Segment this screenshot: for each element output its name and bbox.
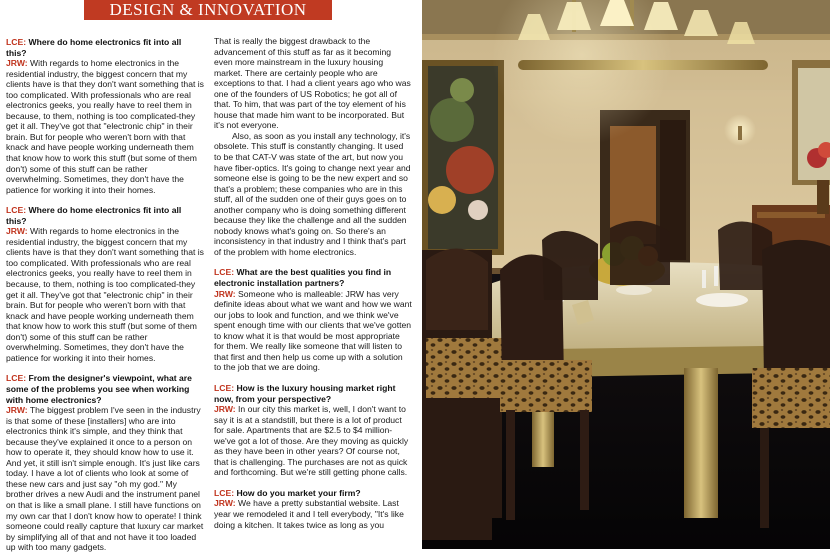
dining-room-illustration (422, 0, 830, 549)
dining-room-photo (422, 0, 830, 549)
section-banner-title: DESIGN & INNOVATION (109, 0, 307, 19)
question-text: How is the luxury housing market right now, from your perspective? (214, 382, 396, 404)
speaker-label: LCE: (6, 373, 27, 384)
speaker-label: LCE: (6, 37, 27, 47)
answer-text: We have a pretty substantial website. Last year we remodeled it and I tell everybody, "It's like doing a kitchen. It takes twice as long as you (214, 498, 404, 530)
body-paragraph: Also, as soon as you install any technology, it's obsolete. This stuff is constantly changing. It used to be that CAT-V was state of the art, but now you have fiber-optics. It's going to change next year and someone else is going to be the new expert and so that's a problem; these companies who are in this stuff, all of the sudden one of their guys goes on to another company who is doing something different because they like the challenge and all the sudden nobody knows what's going on. So there's an inconsistency in that industry and I think that's part of the problem with home electronics. (214, 130, 411, 257)
paragraph-gap (6, 363, 204, 373)
question-paragraph (214, 383, 412, 404)
answer-paragraph (214, 498, 412, 530)
answer-text: In our city this market is, well, I don't want to say it is at a standstill, but there is a lot of product for sale. Apartments that are $2.5 to $4 million-we've got a lot of those. Are they moving as quickly as they have been in other years? Of course not, that is challenging. The purchases are not as quick and forthcoming. But we're still getting phone calls. (214, 404, 409, 478)
question-paragraph (214, 267, 412, 288)
speaker-label: LCE: (214, 267, 235, 278)
speaker-label: LCE: (6, 205, 27, 216)
answer-paragraph (6, 58, 204, 195)
question-paragraph (214, 488, 412, 499)
question-text: From the designer's viewpoint, what are some of the problems you see when working with home electronics? (6, 373, 192, 405)
answer-paragraph (6, 226, 204, 363)
speaker-label: JRW: (6, 226, 28, 237)
body-paragraph: That is really the biggest drawback to the advancement of this stuff as far as it becoming even more mainstream in the luxury housing market. There are certainly people who are exceptions to that. I had a client years ago who was one of the founders of US Robotics; he got all of that. To him, that was part of the toy element of his house that made him want to be incorporated. But it's not everyone. (214, 36, 411, 131)
article-column-2 (214, 36, 412, 530)
speaker-label: JRW: (6, 58, 28, 69)
answer-text: Someone who is malleable: JRW has very definite ideas about what we want and how we want our jobs to look and function, and we think we've spent enough time with our clients that we've gotten to know what it is that would be most appropriate for them. We really like someone that will listen to that first and then help us come up with a solution to the job that we are doing. (214, 288, 412, 373)
paragraph-gap (214, 478, 412, 488)
question-paragraph (6, 205, 204, 226)
paragraph-gap (214, 257, 412, 267)
answer-text: With regards to home electronics in the residential industry, the biggest concern that my clients have is that they don't want something that is too complicated. With professionals who are real electronics geeks, you really have to reel them in because, to them, nothing is too complicated-they get it all. They've got that "electronic chip" in their brain. But for people who weren't born with that knack and have people working underneath them that know how to work this stuff (but some of them don't) some of this stuff can be rather overwhelming. Sometimes, they don't have the patience for working it into their homes. (6, 226, 204, 363)
question-paragraph (6, 37, 204, 58)
speaker-label: JRW: (214, 404, 236, 415)
question-text: How do you market your firm? (236, 487, 361, 498)
paragraph-gap (214, 373, 412, 383)
section-banner (84, 0, 332, 20)
speaker-label: LCE: (214, 382, 235, 393)
speaker-label: JRW: (6, 405, 28, 416)
speaker-label: JRW: (214, 498, 236, 509)
article-column-1 (6, 37, 204, 553)
question-paragraph (6, 373, 204, 405)
answer-text: The biggest problem I've seen in the industry is that some of these [installers] who are into electronics think it's simple, and they think that because they've explained it once to a person on how to operate it, they should know how to use it. And yet, it still isn't simple enough. It's just like cars today. I have a lot of clients who look at some of these new cars and just say "oh my god." My brother drives a new Audi and the instrument panel on that is like a small plane. I still have functions on my own car that I don't know how to operate! I think someone could really capture that luxury car market by simplifying all of that and not have it too loaded up with too many gadgets. (6, 405, 204, 553)
answer-paragraph (214, 404, 412, 478)
question-text: Where do home electronics fit into all this? (6, 37, 182, 58)
answer-paragraph (214, 289, 412, 373)
speaker-label: LCE: (214, 487, 235, 498)
question-text: Where do home electronics fit into all this? (6, 205, 182, 226)
paragraph-gap (6, 195, 204, 205)
question-text: What are the best qualities you find in electronic installation partners? (214, 267, 392, 289)
answer-paragraph (6, 405, 204, 553)
answer-text: With regards to home electronics in the residential industry, the biggest concern that my clients have is that they don't want something that is too complicated. With professionals who are real electronics geeks, you really have to reel them in because, to them, nothing is too complicated-they get it all. They've got that "electronic chip" in their brain. But for people who weren't born with that knack and have people working underneath them that know how to work this stuff (but some of them don't) some of this stuff can be rather overwhelming. Sometimes, they don't have the patience for working it into their homes. (6, 58, 204, 195)
speaker-label: JRW: (214, 288, 236, 299)
